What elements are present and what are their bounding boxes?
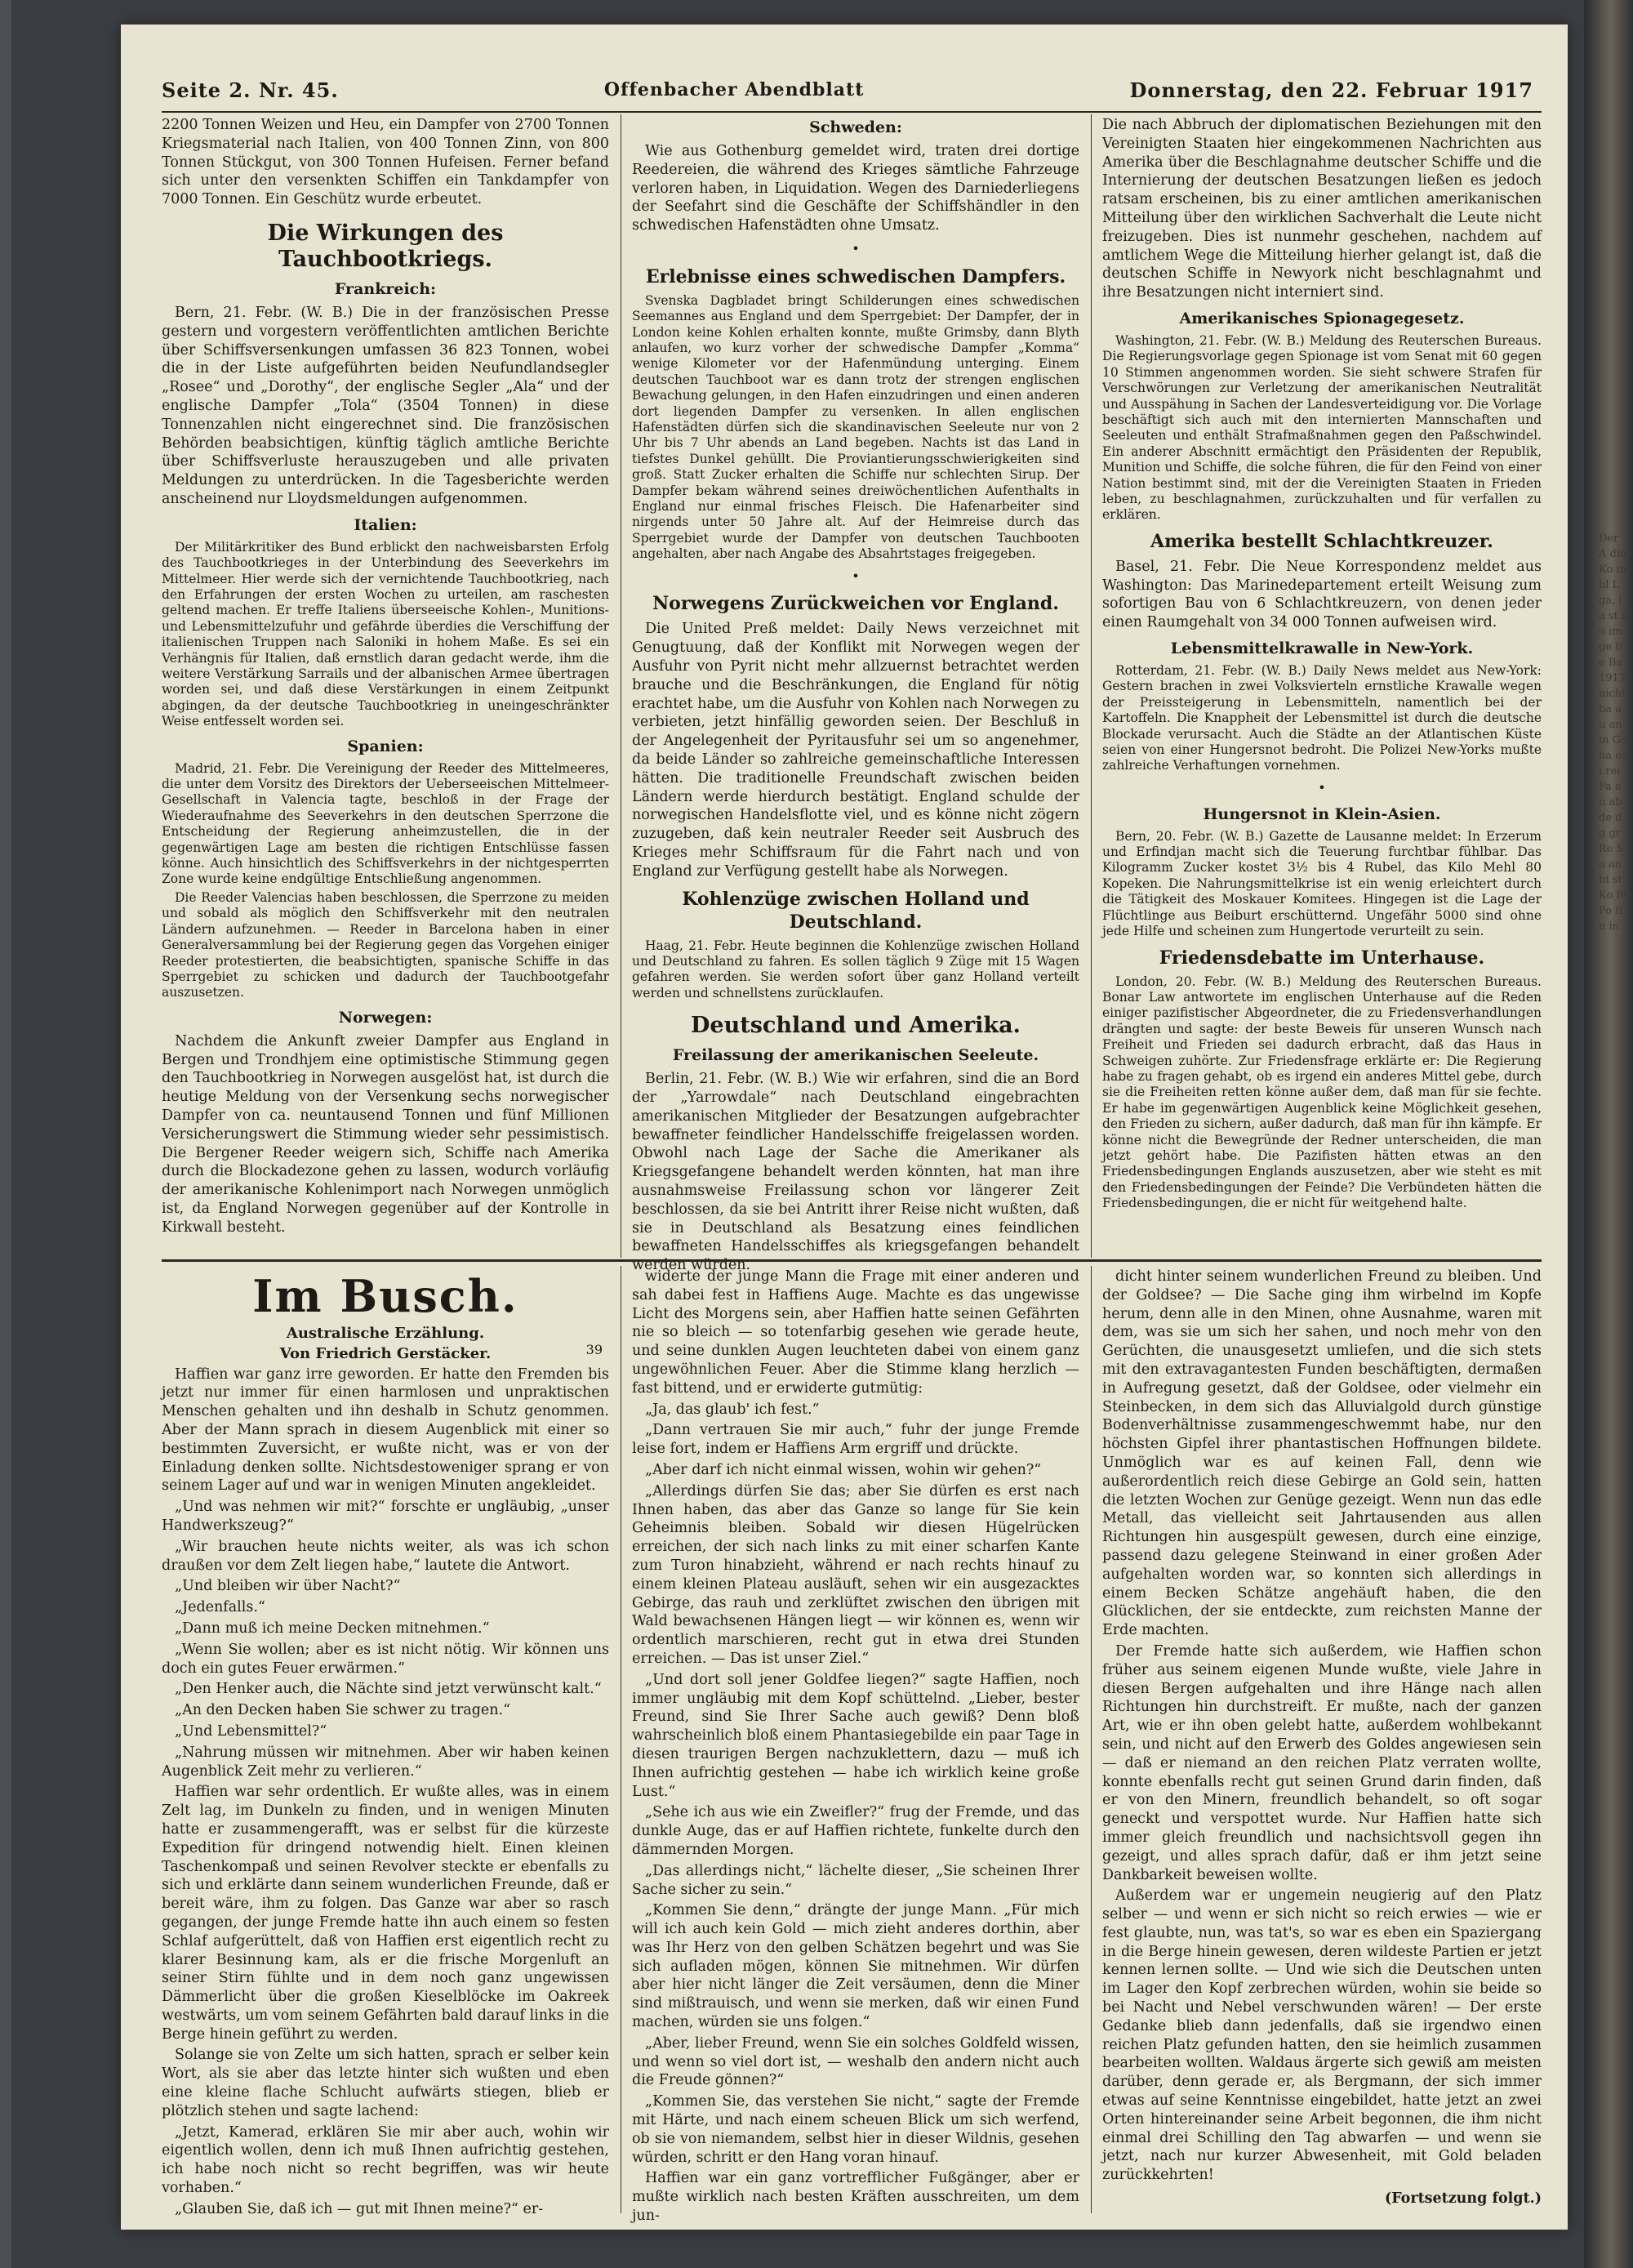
col3-paragraph: Der Fremde hatte sich außerdem, wie Haffien schon früher aus seinem eigenen Munde wußte, viele Jahre in diesen Bergen aufgehalten und ihre Hänge nach allen Richtungen hin durchstreift. Er mußte, nach der ganzen Art, wie er ihn oben gelebt hatte, außerdem wohlbekannt sein, und nicht auf den Erwerb des Goldes angewiesen sein — daß er niemand an den reichen Platz verraten wollte, konnte ebenfalls recht gut seinen Grund darin finden, daß er von den Minern, freundlich behandelt, so oft sogar geneckt und verspottet wurde. Nur Haffien hatte sich immer gleich freundlich und nachsichtsvoll gegen ihn gezeigt, und alles sprach dafür, daß er ihm jetzt seine Dankbarkeit beweisen wollte. (1102, 1642, 1542, 1883)
col2-paragraph: widerte der junge Mann die Frage mit einer anderen und sah dabei fest in Haffiens Auge. Machte es das ungewisse Licht des Morgens sein, aber Haffien hatte seinen Gefährten nie so bleich — so totenfarbig gesehen wie gerade heute, und seine dunklen Augen leuchteten dabei von einem ganz ungewöhnlichen Feuer. Aber die Stimme klang herzlich — fast bittend, und er erwiderte gutmütig: (632, 1268, 1079, 1397)
col1-paragraph: Haffien war ganz irre geworden. Er hatte den Fremden bis jetzt nur immer für einen harmlosen und unpraktischen Menschen gehalten und ihn deshalb in Schutz genommen. Aber der Mann sprach in diesem Augenblick mit einer so bestimmten Zuversicht, er wußte nicht, was er von der Einladung denken sollte. Nichtsdestoweniger sprang er von seinem Lager auf und war in wenigen Minuten angekleidet. (162, 1366, 609, 1495)
feuilleton-rule (162, 1259, 1542, 1262)
col2-paragraph: „Aber darf ich nicht einmal wissen, wohin wir gehen?“ (645, 1461, 1042, 1478)
col1-paragraph: „Wir brauchen heute nichts weiter, als was ich schon draußen vor dem Zelt liegen habe,“ lautete die Antwort. (162, 1538, 609, 1574)
newspaper-title: Offenbacher Abendblatt (603, 79, 865, 100)
headline-schlachtkreuzer: Amerika bestellt Schlachtkreuzer. (1150, 530, 1493, 552)
headline-hungersnot: Hungersnot in Klein-Asien. (1203, 804, 1441, 823)
serial-column-1 (162, 1266, 609, 2217)
headline-erlebnisse: Erlebnisse eines schwedischen Dampfers. (645, 265, 1066, 287)
article-norwegens-zurueckweichen: Die United Preß meldet: Daily News verzeichnet mit Genugtuung, daß der Konflikt mit Norwegen wegen der Ausfuhr von Pyrit nicht mehr allzuernst betrachtet werden brauche und die Beschränkungen, die England für nötig erachtet habe, um die Ausfuhr von Kohlen nach Norwegen zu verbieten, jetzt hinfällig geworden seien. Der Beschluß in der Angelegenheit der Pyritausfuhr sei um so angenehmer, da beide Länder so zahlreiche gemeinschaftliche Interessen hätten. Die traditionelle Freundschaft zwischen beiden Ländern werde hierdurch bestätigt. England schulde der norwegischen Handelsflotte viel, und es könne nicht zögern zuzugeben, daß kein neutraler Reeder seit Ausbruch des Krieges mehr Schiffsraum für die Fahrt nach und von England zur Verfügung gestellt habe als Norwegen. (632, 621, 1079, 880)
article-frankreich: Bern, 21. Febr. (W. B.) Die in der französischen Presse gestern und vorgestern veröffentlichten amtlichen Berichte über Schiffsversenkungen umfassen 36 823 Tonnen, wobei die in der Liste aufgeführten beiden Neufundlandsegler „Rosee“ und „Dorothy“, der englische Segler „Ala“ und der englische Dampfer „Tola“ (3504 Tonnen) in diese Tonnenzahlen nicht eingerechnet sind. Die französischen Behörden beabsichtigen, künftig täglich amtliche Berichte über Schiffsverluste herauszugeben und alle privaten Meldungen zu unterdrücken. In die Tagesberichte werden anscheinend nur Lloydsmeldungen aufgenommen. (162, 304, 609, 507)
headline-lebensmittelkrawalle: Lebensmittelkrawalle in New-York. (1170, 639, 1474, 658)
col2-paragraph: Haffien war ein ganz vortrefflicher Fußgänger, aber er mußte wirklich nach besten Kräften ausschreiten, um dem jun- (632, 2170, 1079, 2225)
serial-title: Im Busch. (252, 1270, 518, 1322)
neighbor-page-edge: Der A die Ko in bl L ga, la st so im ge be Ba 1917 nicht ba au an in Go ha eri rei Fa an ab de dg gr Re Sa an bi st Ko fe Po fin in (1599, 532, 1627, 933)
col2-paragraph: „Allerdings dürfen Sie das; aber Sie dürfen es erst nach Ihnen haben, das aber das Ganze so lange für Sie kein Geheimnis bleiben. Sobald wir diesen Hügelrücken erreichen, der sich nach links zu mit einer scharfen Kante zum Turon hinabzieht, während er nach rechts hinauf zu einem kleinen Plateau ausläuft, sehen wir ein ausgezacktes Gebirge, das rauh und zerklüftet zwischen den übrigen mit Wald bewachsenen Hängen liegt — wir können es, wenn wir ordentlich marschieren, recht gut in etwa drei Stunden erreichen. — Das ist unser Ziel.“ (632, 1482, 1079, 1667)
col2-paragraph: „Ja, das glaub' ich fest.“ (645, 1401, 820, 1418)
headline-deutschland-amerika: Deutschland und Amerika. (691, 1013, 1021, 1039)
article-spionagegesetz: Washington, 21. Febr. (W. B.) Meldung des Reuterschen Bureaus. Die Regierungsvorlage gegen Spionage ist vom Senat mit 60 gegen 10 Stimmen angenommen worden. Sie sieht schwere Strafen für Verschwörungen zur Verletzung der amerikanischen Neutralität und Ausspähung in Sachen der Landesverteidigung vor. Die Vorlage beschäftigt sich auch mit den internierten Mannschaften und Seeleuten und enthält Strafmaßnahmen gegen den Paßschwindel. Ein anderer Abschnitt ermächtigt den Präsidenten der Republik, Munition und Schiffe, die solche führen, die für den Feind von einer Nation bestimmt sind, mit der die Vereinigten Staaten in Frieden leben, zu beschlagnahmen, zurückzuhalten und für verfallen zu erklären. (1102, 332, 1542, 523)
scanner-margin (0, 0, 11, 2268)
col1-paragraph: „Nahrung müssen wir mitnehmen. Aber wir haben keinen Augenblick Zeit mehr zu verlieren.“ (162, 1744, 609, 1780)
serial-subtitle: Australische Erzählung. (286, 1325, 485, 1342)
col2-paragraph: „Dann vertrauen Sie mir auch,“ fuhr der junge Fremde leise fort, indem er Haffiens Arm ergriff und drückte. (632, 1422, 1079, 1458)
col1-paragraph: „Glauben Sie, daß ich — gut mit Ihnen meine?“ er- (175, 2200, 544, 2217)
masthead-rule (162, 111, 1542, 113)
article-italien: Der Militärkritiker des Bund erblickt den nachweisbarsten Erfolg des Tauchbootkrieges in der Unterbindung des Seeverkehrs im Mittelmeer. Hier werde sich der vernichtende Tauchbootkrieg, nach den Erfahrungen der ersten Wochen zu urteilen, am raschesten geltend machen. Er treffe Italiens überseeische Kohlen-, Munitions- und Lebensmittelzufuhr und gefährde überdies die Verschiffung der italienischen Truppen nach Saloniki in hohem Maße. Es sei ein Verhängnis für Italien, daß ernstlich daran gedacht werde, ihm die weitere Verstärkung Sarrails und der albanischen Armee übertragen worden sei, und daß diese Verstärkungen in einem Zeitpunkt abgingen, da der deutsche Tauchbootkrieg in uneingeschränkter Weise entfesselt worden sei. (162, 539, 609, 729)
serial-text-2 (632, 1268, 1079, 2226)
headline-kohlenzuege: Kohlenzüge zwischen Holland und Deutschland. (682, 888, 1030, 933)
separator-dot: • (852, 568, 860, 584)
headline-spionagegesetz: Amerikanisches Spionagegesetz. (1179, 309, 1465, 328)
col1-paragraph: „Wenn Sie wollen; aber es ist nicht nötig. Wir können uns doch ein gutes Feuer erwärmen.“ (162, 1641, 609, 1677)
subhead-schweden: Schweden: (809, 118, 902, 136)
column-rule-2 (1091, 114, 1092, 1258)
headline-norwegens-zurueckweichen: Norwegens Zurückweichen vor England. (652, 593, 1059, 615)
article-friedensdebatte: London, 20. Febr. (W. B.) Meldung des Reuterschen Bureaus. Bonar Law antwortete im englischen Unterhause auf die Reden einiger pazifistischer Abgeordneter, die zu Friedensverhandlungen drängten und sagte: der beste Beweis für unseren Wunsch nach Freiheit und Frieden sei dadurch erbracht, daß das Haus in Schweigen zuhörte. Zur Friedensfrage erklärte er: Die Regierung habe zu fragen gehabt, ob es irgend ein anderes Mittel gebe, durch sie die Freiheiten retten könne außer dem, daß man für sie fechte. Er habe im gegenwärtigen Augenblick keine Möglichkeit gesehen, den Frieden zu sichern, außer dadurch, daß man für ihn kämpfe. Er könne nicht die Bewegründe der Redner unterscheiden, die man jetzt gehört habe. Die Pazifisten hätten etwas an den Friedensbedingungen Englands auszusetzen, aber wie steht es mit den Friedensbedingungen der Feinde? Die Verbündeten hätten die Friedensbedingungen, die er nicht für weitgehend halte. (1102, 974, 1542, 1211)
col1-paragraph: „Und bleiben wir über Nacht?“ (175, 1578, 401, 1595)
newspaper-page (121, 25, 1568, 2230)
column3-lead: Die nach Abbruch der diplomatischen Beziehungen mit den Vereinigten Staaten hier eingekommenen Nachrichten aus Amerika über die Beschlagnahme deutscher Schiffe und die Internierung der deutschen Besatzungen ließen es jedoch ratsam erscheinen, bis zu einer amtlichen amerikanischen Mitteilung über den wirklichen Sachverhalt die Leute nicht freizugeben. Dies ist nunmehr geschehen, nachdem auf amtlichem Wege die Mitteilung hierher gelangt ist, daß die deutschen Schiffe in Newyork nicht beschlagnahmt und ihre Besatzungen nicht interniert sind. (1102, 117, 1542, 301)
col3-paragraph: Außerdem war er ungemein neugierig auf den Platz selber — und wenn er sich nicht so reich erwies — wie er fest glaubte, nun, was tat's, so war es eben ein Spaziergang in die Berge hinein gewesen, deren wildeste Partien er jetzt kennen lernen sollte. — Und wie sich die Deutschen unten im Lager den Kopf zerbrechen würden, wohin sie beide so bei Nacht und Nebel verschwunden wären! — Der erste Gedanke blieb dann jedenfalls, daß sie irgendwo einen reichen Platz gefunden hatten, den sie heimlich zusammen bearbeiten wollten. Waldaus ärgerte sich gewiß am meisten darüber, denn gerade er, als Bergmann, der sich immer etwas auf seine Kenntnisse eingebildet, hatte jetzt an zwei Orten hintereinander seine Arbeit begonnen, die ihm nicht einmal drei Schilling den Tag abwarfen — und wenn sie jetzt, nach nur kurzer Abwesenheit, mit Gold beladen zurückkehrten! (1102, 1887, 1542, 2184)
article-spanien-1: Madrid, 21. Febr. Die Vereinigung der Reeder des Mittelmeeres, die unter dem Vorsitz des Direktors der Ueberseeischen Mittelmeer-Gesellschaft in Valencia tagte, beschloß in der Frage der Wiederaufnahme des Seeverkehrs in den deutschen Sperrzone die Entscheidung der Regierung anheimzustellen, die in der gegenwärtigen Lage am besten die richtigen Entschlüsse fassen könne. Auch hinsichtlich des Schiffsverkehrs in der nichtgesperrten Zone wurde keine endgültige Entschließung angenommen. (162, 760, 609, 887)
article-schweden: Wie aus Gothenburg gemeldet wird, traten drei dortige Reedereien, die während des Krieges sämtliche Fahrzeuge verloren haben, in Liquidation. Wegen des Darniederliegens der Seefahrt sind die Geschäfte der Schiffshändler in den schwedischen Hafenstädten ohne Umsatz. (632, 143, 1079, 234)
col1-paragraph: „Jedenfalls.“ (175, 1599, 265, 1616)
article-schlachtkreuzer: Basel, 21. Febr. Die Neue Korrespondenz meldet aus Washington: Das Marinedepartement erteilt Weisung zum sofortigen Bau von 6 Schlachtkreuzern, von denen jeder einen Raumgehalt von 34 000 Tonnen aufweisen wird. (1102, 558, 1542, 631)
page-number: Seite 2. Nr. 45. (162, 78, 339, 102)
col2-paragraph: „Aber, lieber Freund, wenn Sie ein solches Goldfeld wissen, und wenn so viel dort ist, — weshalb den andern nicht auch die Freude gönnen?“ (632, 2034, 1079, 2089)
subhead-spanien: Spanien: (347, 737, 424, 755)
col3-paragraph: dicht hinter seinem wunderlichen Freund zu bleiben. Und der Goldsee? — Die Sache ging ihm wirbelnd im Kopfe herum, denn alle in den Minen, ohne Ausnahme, waren mit dem, was sie um sich her sahen, und noch mehr von den Gerüchten, die unausgesetzt umliefen, und die sich stets mit den extravagantesten Funden beschäftigten, dermaßen in Aufregung gesetzt, daß der Goldsee, oder vielmehr ein Steinbecken, in dem sich das Alluvialgold durch günstige Bodenverhältnisse zusammengeschwemmt habe, nur den höchsten Gipfel ihrer phantastischen Hoffnungen bildete. Unmöglich war es auf keinen Fall, denn wie außerordentlich reich diese Gebirge an Gold sein, hatten die letzten Wochen zur Genüge gezeigt. Wenn nun das edle Metall, das vielleicht seit Jahrtausenden aus allen Richtungen hin ausgespült gewesen, durch eine einzige, passend dazu gelegene Steinwand in einer großen Ader aufgehalten worden war, so konnten sich allerdings in einem Becken Schätze angehäuft haben, die den Glücklichen, der sie entdeckte, zum reichsten Manne der Erde machten. (1102, 1268, 1542, 1639)
col2-paragraph: „Und dort soll jener Goldfee liegen?“ sagte Haffien, noch immer ungläubig mit dem Kopf schüttelnd. „Lieber, bester Freund, sind Sie Ihrer Sache auch gewiß? Denn bloß wahrscheinlich bloß einem Phantasiegebilde ein paar Tage in diesen traurigen Bergen nachzuklettern, dazu — muß ich Ihnen aufrichtig gestehen — habe ich wirklich keine große Lust.“ (632, 1671, 1079, 1800)
serial-column-2 (632, 1268, 1079, 2225)
article-norwegen: Nachdem die Ankunft zweier Dampfer aus England in Bergen und Trondhjem eine optimistische Stimmung gegen den Tauchbootkrieg in Norwegen ausgelöst hat, ist durch die heutige Meldung von der Versenkung sechs norwegischer Dampfer von ca. neuntausend Tonnen und fünf Millionen Versicherungswert die Stimmung wieder sehr pessimistisch. Die Bergener Reeder weigern sich, Schiffe nach Amerika durch die Blockadezone gehen zu lassen, wodurch vorläufig der amerikanische Kohlenimport nach Norwegen unmöglich ist, da England Norwegen gegenüber auf der Kontrolle in Kirkwall besteht. (162, 1032, 609, 1236)
col1-paragraph: „Dann muß ich meine Decken mitnehmen.“ (175, 1620, 490, 1637)
article-deutschland-amerika: Berlin, 21. Febr. (W. B.) Wie wir erfahren, sind die an Bord der „Yarrowdale“ nach Deutschland eingebrachten amerikanischen Mitglieder der Besatzungen aufgebrachter bewaffneter feindlicher Handelsschiffe freigelassen worden. Obwohl nach Lage der Sache die Amerikaner als Kriegsgefangene behandelt werden könnten, hat man ihre ausnahmsweise Freilassung schon vor längerer Zeit beschlossen, da sie bei Antritt ihrer Reise nicht wußten, daß sie in Deutschland als Besatzung eines feindlichen bewaffneten Handelsschiffes als kriegsgefangen behandelt werden würden. (632, 1071, 1079, 1274)
col2-paragraph: „Kommen Sie denn,“ drängte der junge Mann. „Für mich will ich auch kein Gold — mich zieht anderes dorthin, aber was Ihr Herz von den gelben Schätzen begehrt und was Sie sich aufladen mögen, können Sie mitnehmen. Wir dürfen aber hier nicht länger die Zeit versäumen, denn die Miner sind mißtrauisch, und wenn sie merken, daß wir einen Fund machen, würden sie uns folgen.“ (632, 1902, 1079, 2031)
serial-rule-2 (1091, 1266, 1092, 2213)
article-hungersnot: Bern, 20. Febr. (W. B.) Gazette de Lausanne meldet: In Erzerum und Erfindjan macht sich die Teuerung furchtbar fühlbar. Das Kilogramm Zucker kostet 3½ bis 4 Rubel, das Kilo Mehl 80 Kopeken. Die Nahrungsmittelkrise ist ein wenig erleichtert durch die Tätigkeit des Moskauer Komitees. Hingegen ist die Lage der Flüchtlinge aus Beiburt erschütternd. Ungefähr 5000 sind ohne jede Hilfe und scheinen zum Hungertode verurteilt zu sein. (1102, 828, 1542, 939)
issue-date: Donnerstag, den 22. Februar 1917 (1129, 78, 1533, 102)
col1-paragraph: „Jetzt, Kamerad, erklären Sie mir aber auch, wohin wir eigentlich wollen, denn ich muß Ihnen aufrichtig gestehen, ich habe noch nicht so recht begriffen, was wir heute vorhaben.“ (162, 2123, 609, 2197)
serial-continued: (Fortsetzung folgt.) (1384, 2190, 1542, 2208)
serial-author: Von Friedrich Gerstäcker. (279, 1344, 492, 1362)
subhead-freilassung: Freilassung der amerikanischen Seeleute. (672, 1046, 1039, 1065)
col2-paragraph: „Sehe ich aus wie ein Zweifler?“ frug der Fremde, und das dunkle Auge, das er auf Haffien richtete, funkelte durch den dämmernden Morgen. (632, 1804, 1079, 1858)
headline-tauchbootkrieg: Die Wirkungen des Tauchbootkriegs. (267, 220, 504, 272)
separator-dot: • (1318, 779, 1326, 795)
masthead (162, 74, 1533, 106)
serial-text-1 (162, 1366, 609, 2219)
serial-text-3 (1102, 1268, 1542, 2185)
col1-paragraph: „Den Henker auch, die Nächte sind jetzt verwünscht kalt.“ (175, 1681, 602, 1698)
col1-paragraph: Solange sie von Zelte um sich hatten, sprach er selber kein Wort, als sie aber das letzte hinter sich wußten und eben eine kleine flache Schlucht aufwärts stiegen, blieb er plötzlich stehen und sagte lachend: (162, 2047, 609, 2119)
column-1 (162, 116, 609, 1256)
article-spanien-2: Die Reeder Valencias haben beschlossen, die Sperrzone zu meiden und sobald als möglich den Schiffsverkehr mit den neutralen Ländern aufzunehmen. — Reeder in Barcelona haben in einer Generalversammlung bei der Regierung gegen das Vorgehen einiger Reeder protestierten, die beabsichtigten, spanische Schiffe in das Sperrgebiet zu schicken und dadurch der Tauchbootgefahr auszusetzen. (162, 889, 609, 1000)
subhead-norwegen: Norwegen: (338, 1008, 433, 1027)
headline-friedensdebatte: Friedensdebatte im Unterhause. (1159, 947, 1485, 969)
article-erlebnisse: Svenska Dagbladet bringt Schilderungen eines schwedischen Seemannes aus England und dem Sperrgebiet: Der Dampfer, der in London keine Kohlen erhalten konnte, mußte Grimsby, dann Blyth anlaufen, wo kurz vorher der schwedische Dampfer „Komma“ wenige Kilometer vor der Hafenmündung unterging. Einem deutschen Tauchboot war es dann trotz der strengen englischen Bewachung gelungen, in den Hafen einzudringen und einen anderen dort liegenden Dampfer zu versenken. In allen englischen Hafenstädten dürfen sich die skandinavischen Seeleute nur von 2 Uhr bis 7 Uhr abends an Land begeben. Nachts ist das Land in tiefstes Dunkel gehüllt. Die Proviantierungsschwierigkeiten sind groß. Statt Zucker erhalten die Schiffe nur schlechten Sirup. Der Dampfer bekam während seines dreiwöchentlichen Aufenthalts in England nur einmal frisches Fleisch. Die Hafenarbeiter sind nirgends unter 50 Jahre alt. Auf der Heimreise durch das Sperrgebiet wurde der Dampfer von deutschen Tauchbooten angehalten, aber nach Angabe des Absahrtstages freigegeben. (632, 292, 1079, 562)
serial-installment-number: 39 (585, 1342, 603, 1357)
col2-paragraph: „Kommen Sie, das verstehen Sie nicht,“ sagte der Fremde mit Härte, und nach einem scheuen Blick um sich werfend, ob sie von niemandem, selbst hier in dieser Wildnis, gesehen würden, schritt er den Hang voran hinauf. (632, 2093, 1079, 2166)
serial-column-3 (1102, 1268, 1542, 2213)
col1-paragraph: Haffien war sehr ordentlich. Er wußte alles, was in einem Zelt lag, im Dunkeln zu finden, und in wenigen Minuten hatte er zusammengerafft, was er selbst für die kürzeste Expedition für dringend notwendig hielt. Einen kleinen Taschenkompaß und seinen Revolver steckte er ebenfalls zu sich und erklärte dann seinem wunderlichen Freunde, daß er bereit wäre, ihm zu folgen. Das Ganze war aber so rasch gegangen, der junge Fremde hatte ihn auch einem so festen Schlaf aufgerüttelt, daß von Haffien erst eigentlich recht zu klarer Besinnung kam, als er die frische Morgenluft an seiner Stirn fühlte und in dem noch ganz ungewissen Dämmerlicht über die großen Kieselblöcke im Oakreek westwärts, um vom seinem Gefährten bald darauf links in die Berge hinein geführt zu werden. (162, 1784, 609, 2043)
col1-paragraph: „Und Lebensmittel?“ (175, 1722, 327, 1740)
col1-paragraph: „Und was nehmen wir mit?“ forschte er ungläubig, „unser Handwerkszeug?“ (162, 1499, 609, 1534)
col1-paragraph: „An den Decken haben Sie schwer zu tragen.“ (175, 1702, 511, 1719)
article-kohlenzuege: Haag, 21. Febr. Heute beginnen die Kohlenzüge zwischen Holland und Deutschland zu fahren. Es sollen täglich 9 Züge mit 15 Wagen gefahren werden. Sie werden sofort über ganz Holland verteilt werden und schnellstens zurücklaufen. (632, 938, 1079, 1000)
column1-lead: 2200 Tonnen Weizen und Heu, ein Dampfer von 2700 Tonnen Kriegsmaterial nach Italien, von 400 Tonnen Zinn, von 800 Tonnen Stückgut, von 300 Tonnen Hufeisen. Ferner befand sich unter den versenkten Schiffen ein Tankdampfer von 7000 Tonnen. Ein Geschütz wurde erbeutet. (162, 117, 609, 208)
article-lebensmittelkrawalle: Rotterdam, 21. Febr. (W. B.) Daily News meldet aus New-York: Gestern brachen in zwei Volksvierteln ernstliche Krawalle wegen der Preissteigerung in Lebensmitteln, namentlich bei der Kartoffeln. Die Knappheit der Lebensmittel ist durch die deutsche Blockade verursacht. Auch die Städte an der Atlantischen Küste seien von einer Hungersnot bedroht. Die Polizei New-Yorks mußte zahlreiche Verhaftungen vornehmen. (1102, 663, 1542, 773)
subhead-italien: Italien: (354, 515, 417, 534)
separator-dot: • (852, 240, 860, 256)
column-3 (1102, 116, 1542, 1256)
column-2 (632, 116, 1079, 1274)
subhead-frankreich: Frankreich: (334, 279, 437, 298)
col2-paragraph: „Das allerdings nicht,“ lächelte dieser, „Sie scheinen Ihrer Sache sicher zu sein.“ (632, 1862, 1079, 1898)
